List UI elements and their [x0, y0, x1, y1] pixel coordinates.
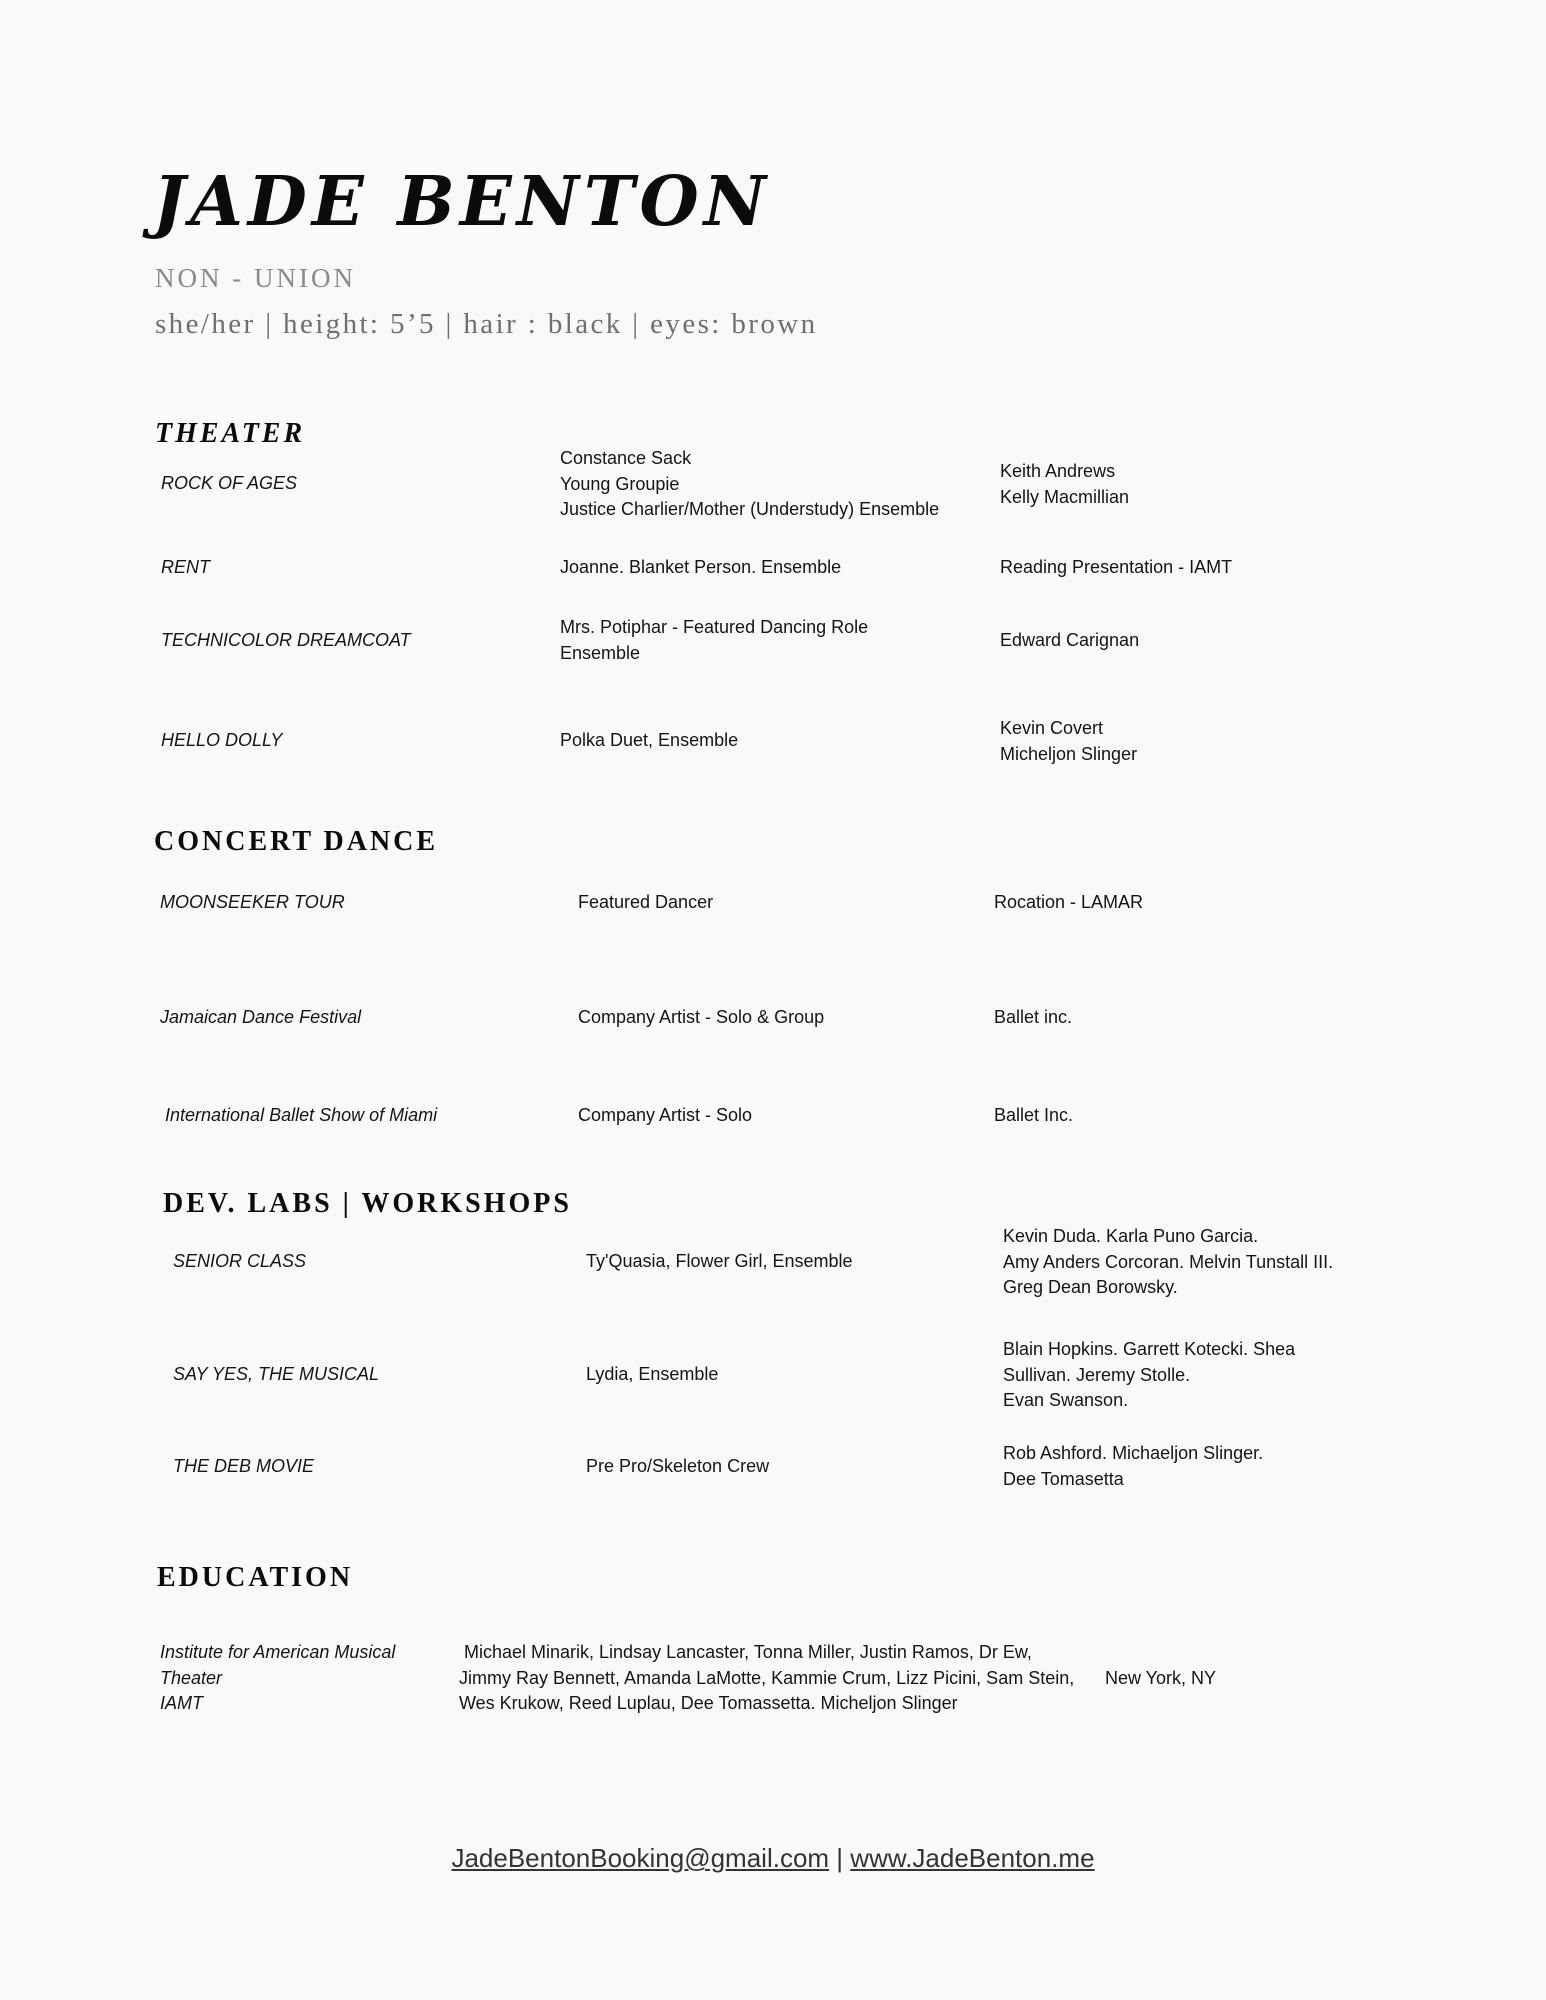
- lab-show: THE DEB MOVIE: [173, 1456, 315, 1476]
- resume-name: JADE BENTON: [153, 162, 771, 242]
- theater-credits: [1000, 459, 1129, 510]
- school-line: IAMT: [160, 1693, 203, 1713]
- role-line: Justice Charlier/Mother (Understudy) Ensemble: [560, 499, 940, 519]
- role-line: Pre Pro/Skeleton Crew: [586, 1456, 770, 1476]
- section-heading-concert-dance: CONCERT DANCE: [154, 826, 439, 857]
- role-line: Young Groupie: [560, 473, 680, 494]
- union-status: NON - UNION: [155, 263, 356, 293]
- lab-credits: [1003, 1441, 1263, 1492]
- lab-credits: [1003, 1337, 1295, 1414]
- theater-roles: [560, 446, 939, 523]
- theater-show: TECHNICOLOR DREAMCOAT: [161, 630, 411, 650]
- role-line: Joanne. Blanket Person. Ensemble: [560, 557, 842, 577]
- credit-line: Greg Dean Borowsky.: [1003, 1277, 1178, 1297]
- school-line: Theater: [160, 1667, 223, 1688]
- credit-line: Sullivan. Jeremy Stolle.: [1003, 1364, 1191, 1385]
- lab-credits: [1003, 1224, 1333, 1301]
- concert-show: MOONSEEKER TOUR: [160, 892, 345, 912]
- credit-line: Amy Anders Corcoran. Melvin Tunstall III.: [1003, 1251, 1334, 1272]
- lab-show: SAY YES, THE MUSICAL: [173, 1364, 380, 1384]
- theater-roles: [560, 615, 868, 666]
- role-line: Featured Dancer: [578, 892, 714, 912]
- education-location: New York, NY: [1105, 1668, 1217, 1688]
- school-line: Institute for American Musical: [160, 1642, 396, 1662]
- credit-line: Kevin Duda. Karla Puno Garcia.: [1003, 1226, 1259, 1246]
- contact-separator: |: [836, 1843, 844, 1873]
- theater-show: ROCK OF AGES: [161, 473, 298, 493]
- credit-line: Ballet Inc.: [994, 1105, 1074, 1125]
- role-line: Company Artist - Solo & Group: [578, 1007, 825, 1027]
- actor-stats: she/her | height: 5’5 | hair : black | eyes: brown: [155, 308, 818, 340]
- contact-footer: [0, 1843, 1546, 1874]
- credit-line: Kelly Macmillian: [1000, 486, 1130, 507]
- theater-show: RENT: [161, 557, 210, 577]
- role-line: Mrs. Potiphar - Featured Dancing Role: [560, 617, 869, 637]
- education-school: [160, 1640, 395, 1717]
- credit-line: Rob Ashford. Michaeljon Slinger.: [1003, 1443, 1264, 1463]
- credit-line: Dee Tomasetta: [1003, 1468, 1124, 1489]
- theater-credits: [1000, 716, 1137, 767]
- role-line: Ensemble: [560, 642, 641, 663]
- section-heading-education: EDUCATION: [157, 1562, 354, 1593]
- lab-show: SENIOR CLASS: [173, 1251, 307, 1271]
- credit-line: Evan Swanson.: [1003, 1390, 1129, 1410]
- role-line: Ty'Quasia, Flower Girl, Ensemble: [586, 1251, 853, 1271]
- section-heading-theater: THEATER: [155, 418, 306, 449]
- role-line: Polka Duet, Ensemble: [560, 730, 739, 750]
- credit-line: Edward Carignan: [1000, 630, 1140, 650]
- teacher-line: Michael Minarik, Lindsay Lancaster, Tonna Miller, Justin Ramos, Dr Ew,: [464, 1642, 1032, 1662]
- theater-show: HELLO DOLLY: [161, 730, 283, 750]
- credit-line: Reading Presentation - IAMT: [1000, 557, 1233, 577]
- education-teachers: [459, 1640, 1074, 1717]
- section-heading-dev-labs: DEV. LABS | WORKSHOPS: [163, 1188, 572, 1219]
- website-link[interactable]: www.JadeBenton.me: [850, 1843, 1095, 1873]
- credit-line: Micheljon Slinger: [1000, 743, 1138, 764]
- concert-show: International Ballet Show of Miami: [165, 1105, 438, 1125]
- credit-line: Keith Andrews: [1000, 461, 1116, 481]
- teacher-line: Wes Krukow, Reed Luplau, Dee Tomassetta. Micheljon Slinger: [459, 1693, 958, 1713]
- teacher-line: Jimmy Ray Bennett, Amanda LaMotte, Kammie Crum, Lizz Picini, Sam Stein,: [459, 1667, 1075, 1688]
- role-line: Lydia, Ensemble: [586, 1364, 719, 1384]
- email-link[interactable]: JadeBentonBooking@gmail.com: [451, 1843, 830, 1873]
- role-line: Company Artist - Solo: [578, 1105, 753, 1125]
- credit-line: Ballet inc.: [994, 1007, 1073, 1027]
- credit-line: Rocation - LAMAR: [994, 892, 1144, 912]
- role-line: Constance Sack: [560, 448, 692, 468]
- credit-line: Blain Hopkins. Garrett Kotecki. Shea: [1003, 1339, 1296, 1359]
- concert-show: Jamaican Dance Festival: [160, 1007, 362, 1027]
- credit-line: Kevin Covert: [1000, 718, 1104, 738]
